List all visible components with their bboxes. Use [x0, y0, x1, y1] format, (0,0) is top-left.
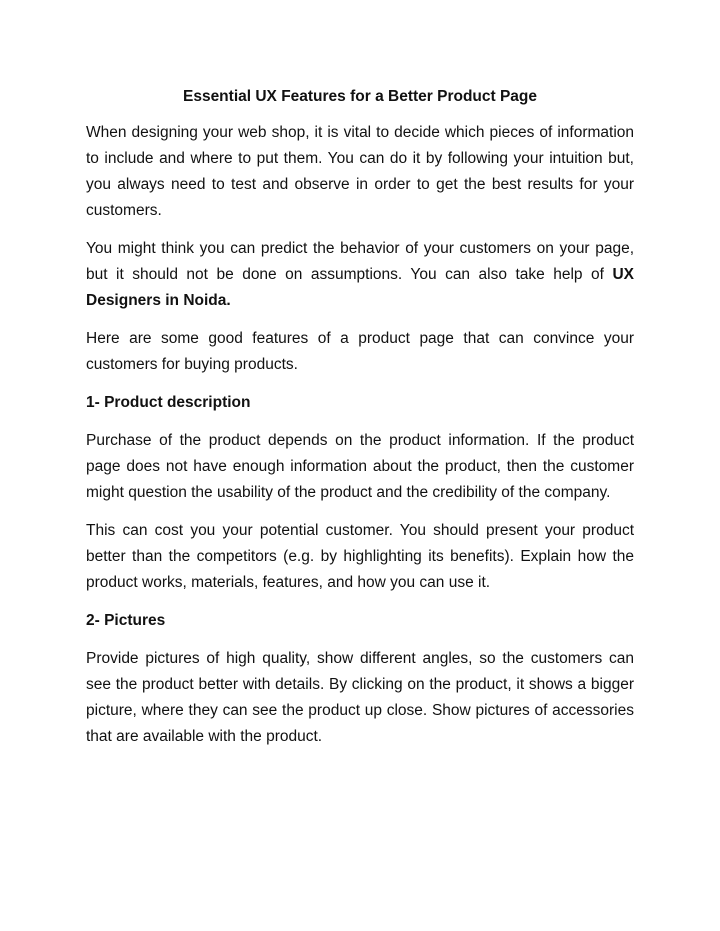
intro-paragraph-2 — [86, 236, 634, 314]
intro-paragraph-2-text: You might think you can predict the behavior of your customers on your page, but it should not be done on assumptions. You can also take help of — [86, 240, 634, 283]
intro-paragraph-1: When designing your web shop, it is vital to decide which pieces of information to include and where to put them. You can do it by following your intuition but, you always need to test and observe in order to get the best results for your customers. — [86, 124, 634, 219]
ux-designers-link: UX Designers in Noida. — [86, 266, 634, 309]
section-heading-product-description: 1- Product description — [86, 394, 251, 411]
pictures-paragraph-1: Provide pictures of high quality, show different angles, so the customers can see the product better with details. By clicking on the product, it shows a bigger picture, where they can see the product up close. Show pictures of accessories that are available with the product. — [86, 650, 634, 745]
document-page — [86, 84, 634, 762]
product-description-paragraph-2: This can cost you your potential customer. You should present your product better than the competitors (e.g. by highlighting its benefits). Explain how the product works, materials, features, and how you can use it. — [86, 522, 634, 591]
product-description-paragraph-1: Purchase of the product depends on the product information. If the product page does not have enough information about the product, then the customer might question the usability of the product and the credibility of the company. — [86, 432, 634, 501]
intro-paragraph-3: Here are some good features of a product page that can convince your customers for buying products. — [86, 330, 634, 373]
section-heading-pictures: 2- Pictures — [86, 612, 166, 629]
document-title: Essential UX Features for a Better Product Page — [182, 88, 538, 105]
